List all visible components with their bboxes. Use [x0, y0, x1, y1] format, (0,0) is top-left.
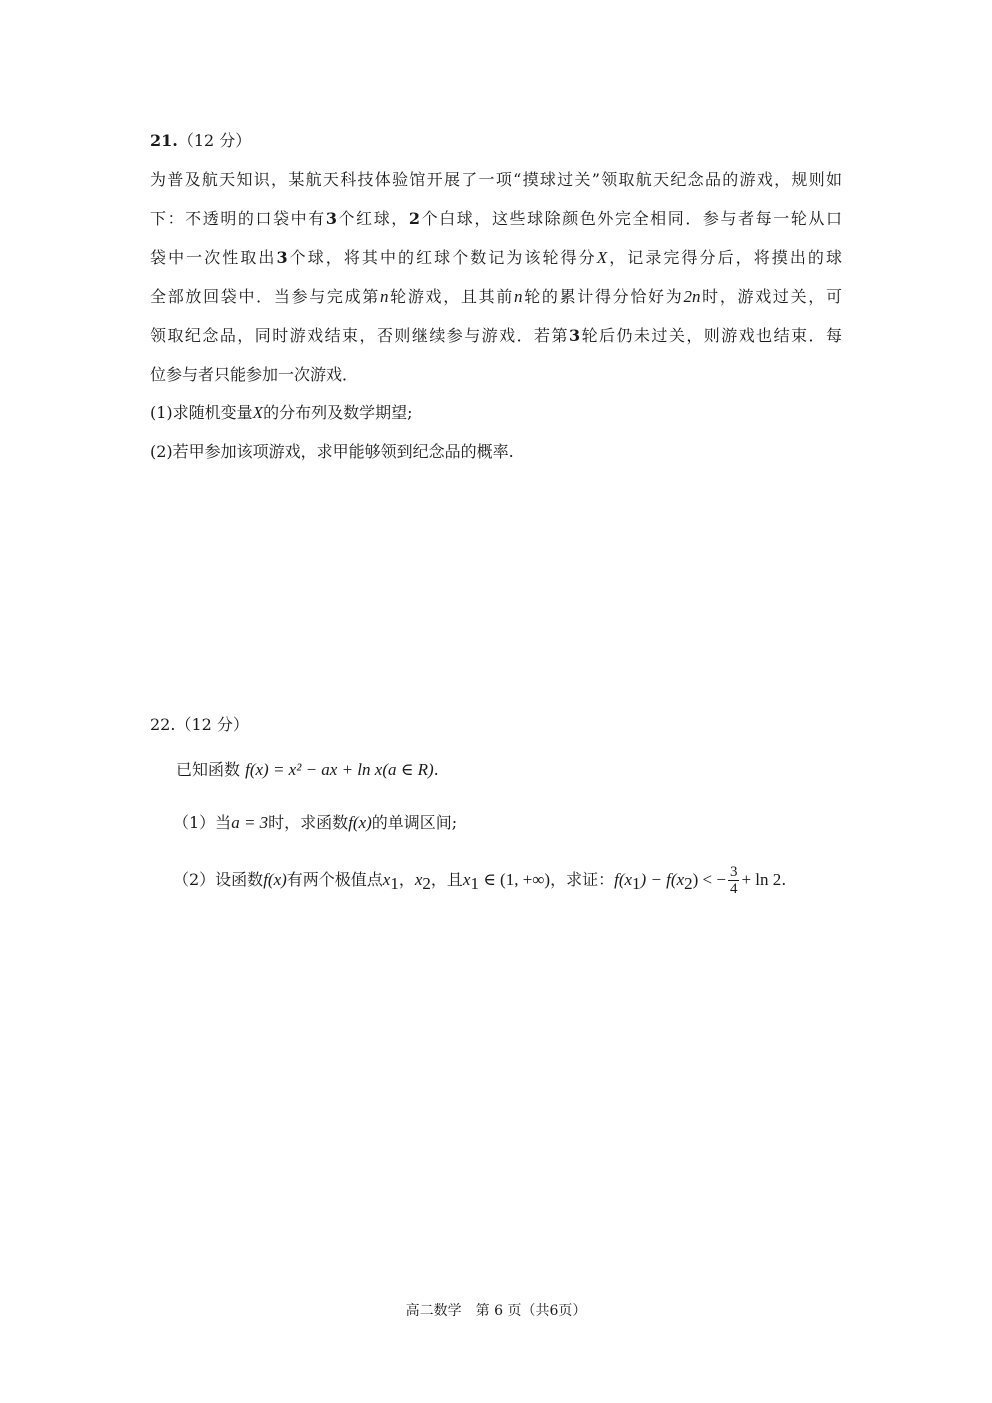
q21-line-4: 全部放回袋中．当参与完成第n轮游戏，且其前n轮的累计得分恰好为2n时，游戏过关，可 [150, 287, 842, 306]
q21-points: （12 分） [177, 131, 252, 150]
q21-line-6: 位参与者只能参加一次游戏． [150, 365, 359, 384]
q22-function-expr: f(x) = x² − ax + ln x(a ∈ R) [245, 760, 434, 779]
q22-header: 22.（12 分） [150, 715, 249, 734]
q21-part-2: (2)若甲参加该项游戏，求甲能够领到纪念品的概率. [150, 442, 514, 461]
q22-part-1: （1）当a = 3时，求函数f(x)的单调区间; [173, 813, 458, 832]
q21-number: 21. [150, 131, 178, 150]
q22-part-2: （2）设函数f(x)有两个极值点$x_1$，$x_2$，且$x_1$ ∈ (1, +∞)，求证：$f(x_1) - f(x_2)$ < − $\frac{3}{4}$ + ln 2. [173, 864, 787, 897]
q21-line-5: 领取纪念品，同时游戏结束，否则继续参与游戏．若第3轮后仍未过关，则游戏也结束．每 [150, 326, 842, 345]
page-footer: 高二数学 第 6 页（共6页） [405, 1303, 587, 1319]
fraction-three-quarters: $\frac{3}{4}$ [729, 864, 738, 897]
q21-line-2: 下：不透明的口袋中有3个红球，2个白球，这些球除颜色外完全相同．参与者每一轮从口 [150, 209, 842, 228]
q21-header [150, 131, 251, 151]
q21-line-3: 袋中一次性取出3个球，将其中的红球个数记为该轮得分X，记录完得分后，将摸出的球 [150, 248, 842, 267]
q22-intro: 已知函数 f(x) = x² − ax + ln x(a ∈ R). [176, 760, 439, 779]
q21-line-1: 为普及航天知识，某航天科技体验馆开展了一项“摸球过关”领取航天纪念品的游戏，规则如 [150, 170, 842, 189]
q21-part-1: (1)求随机变量X的分布列及数学期望; [150, 403, 413, 422]
